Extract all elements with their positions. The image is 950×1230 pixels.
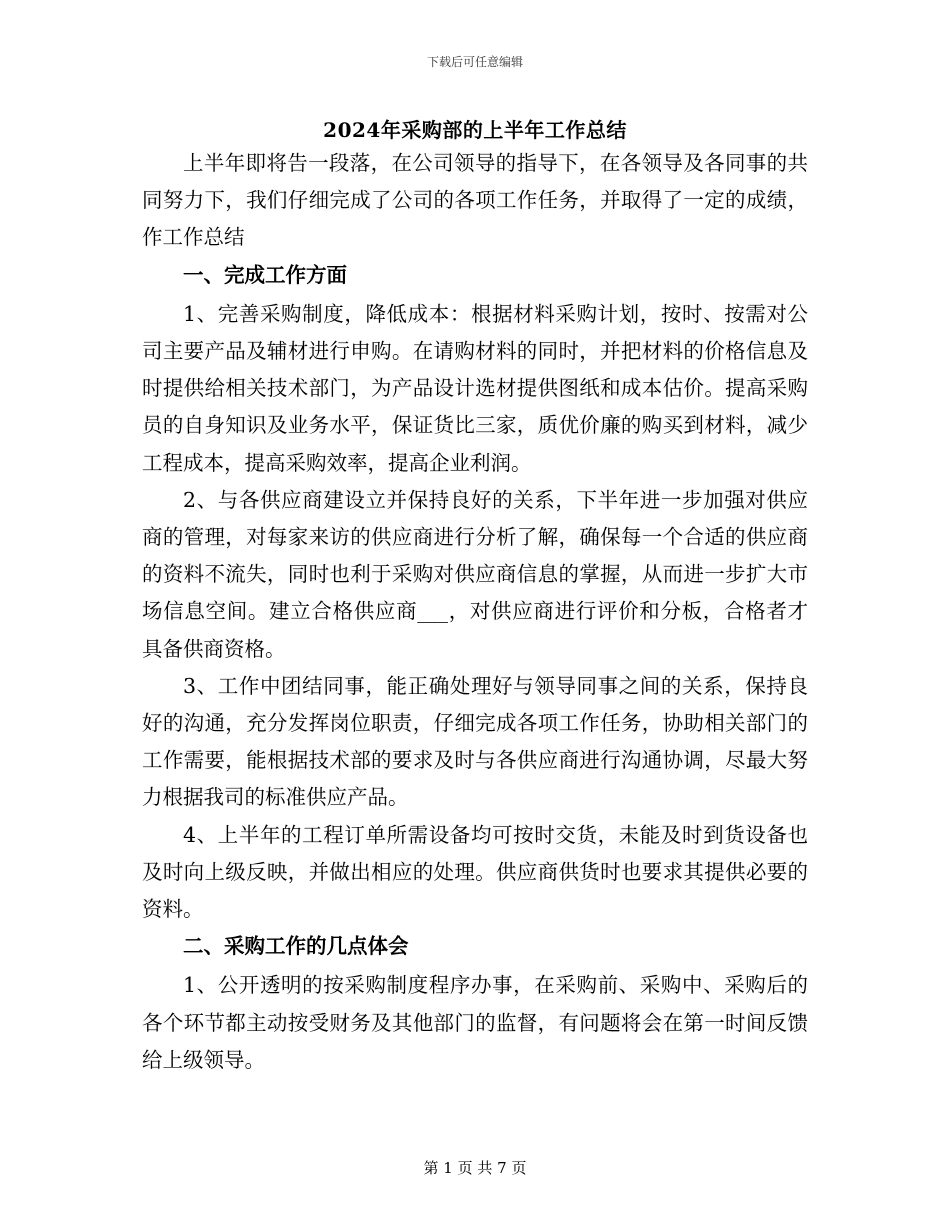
section-heading-2: 二、采购工作的几点体会 [183,934,409,959]
page-number: 第 1 页 共 7 页 [423,1159,527,1177]
document-title: 2024年采购部的上半年工作总结 [323,118,627,142]
paragraph-item-3: 3、工作中团结同事，能正确处理好与领导同事之间的关系，保持良好的沟通，充分发挥岗位职责，仔细完成各项工作任务，协助相关部门的工作需要，能根据技术部的要求及时与各供应商进行沟通协调，尽最大努力根据我司的标准供应产品。 [142,673,808,810]
paragraph-item-5: 1、公开透明的按采购制度程序办事，在采购前、采购中、采购后的各个环节都主动按受财务及其他部门的监督，有问题将会在第一时间反馈给上级领导。 [142,973,808,1072]
document-body [142,145,808,1079]
paragraph-item-2: 2、与各供应商建设立并保持良好的关系，下半年进一步加强对供应商的管理，对每家来访的供应商进行分析了解，确保每一个合适的供应商的资料不流失，同时也利于采购对供应商信息的掌握，从而进一步扩大市场信息空间。建立合格供应商___，对供应商进行评价和分板，合格者才具备供商资格。 [142,487,808,661]
intro-paragraph: 上半年即将告一段落，在公司领导的指导下，在各领导及各同事的共同努力下，我们仔细完成了公司的各项工作任务，并取得了一定的成绩，作工作总结 [142,151,808,250]
paragraph-item-1: 1、完善采购制度，降低成本：根据材料采购计划，按时、按需对公司主要产品及辅材进行申购。在请购材料的同时，并把材料的价格信息及时提供给相关技术部门，为产品设计选材提供图纸和成本估价。提高采购员的自身知识及业务水平，保证货比三家，质优价廉的购买到材料，减少工程成本，提高采购效率，提高企业利润。 [142,301,808,475]
section-heading-1: 一、完成工作方面 [183,262,347,287]
paragraph-item-4: 4、上半年的工程订单所需设备均可按时交货，未能及时到货设备也及时向上级反映，并做出相应的处理。供应商供货时也要求其提供必要的资料。 [142,822,808,922]
header-note: 下载后可任意编辑 [426,55,523,69]
